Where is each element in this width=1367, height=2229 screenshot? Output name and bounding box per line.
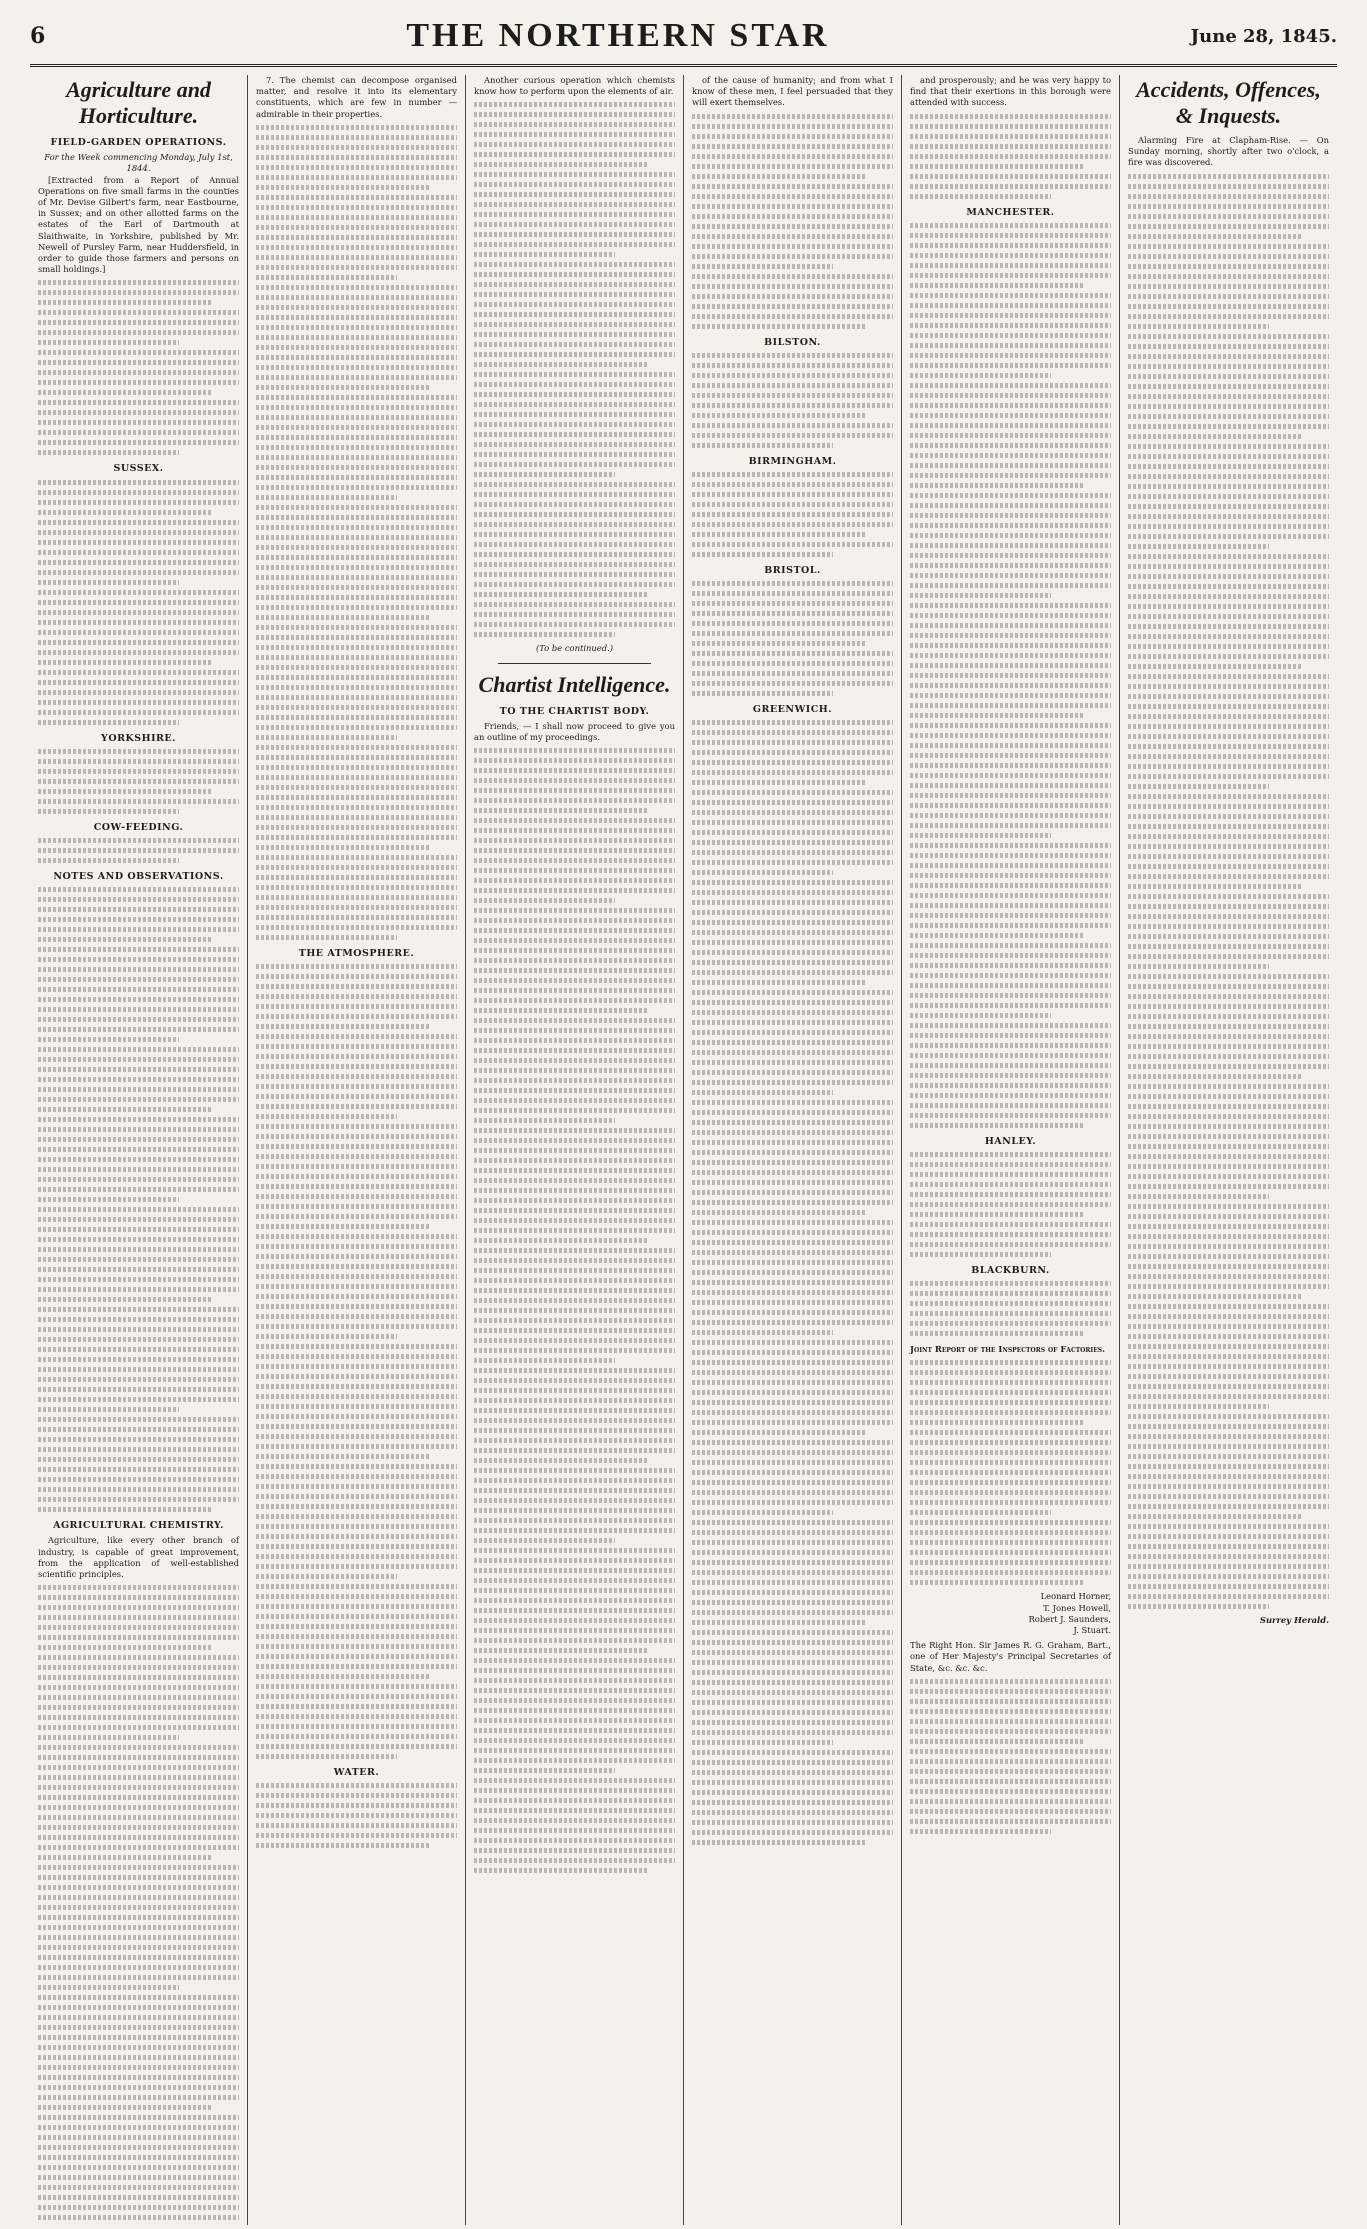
source-signoff: Surrey Herald. bbox=[1259, 1614, 1329, 1625]
text-block bbox=[256, 964, 457, 1759]
text-block bbox=[910, 1152, 1111, 1257]
heading-atmosphere: THE ATMOSPHERE. bbox=[298, 947, 415, 959]
continued-note: (To be continued.) bbox=[535, 643, 614, 654]
signature: Leonard Horner, bbox=[1040, 1591, 1111, 1602]
text-block bbox=[910, 223, 1111, 1128]
text-block bbox=[256, 125, 457, 940]
section-title-agriculture: Agriculture and Horticulture. bbox=[66, 77, 211, 128]
heading-notes: NOTES AND OBSERVATIONS. bbox=[53, 871, 224, 883]
column-4 bbox=[683, 75, 901, 2225]
paragraph: and prosperously; and he was very happy to find that their exertions in this borough were attended with success. bbox=[910, 75, 1111, 108]
text-block bbox=[692, 353, 893, 448]
heading-week: For the Week commencing Monday, July 1st, 1844. bbox=[44, 152, 233, 174]
column-1 bbox=[30, 75, 247, 2225]
text-block bbox=[474, 748, 675, 1873]
paragraph: Friends, — I shall now proceed to give you an outline of my proceedings. bbox=[474, 720, 675, 743]
heading-greenwich: GREENWICH. bbox=[752, 704, 833, 716]
text-block bbox=[38, 838, 239, 863]
text-block bbox=[38, 1585, 239, 2225]
text-block bbox=[692, 720, 893, 1845]
issue-date: June 28, 1845. bbox=[1190, 25, 1337, 47]
heading-field-garden: FIELD-GARDEN OPERATIONS. bbox=[50, 137, 227, 148]
text-block bbox=[38, 280, 239, 455]
paragraph: [Extracted from a Report of Annual Operations on five small farms in the counties of Mr. Devise Gilbert's farm, near Eastbourne, in Sussex; and on other allotted farms on the estates of the Earl of Dartmouth at Slaithwaite, in Yorkshire, published by Mr. Newell of Pursley Farm, near Huddersfield, in order to guide those farmers and persons on small holdings.] bbox=[38, 174, 239, 275]
paragraph: Agriculture, like every other branch of industry, is capable of great improvement, from the application of well-established scientific principles. bbox=[38, 1535, 239, 1580]
text-block bbox=[692, 472, 893, 557]
text-block bbox=[910, 1281, 1111, 1336]
heading-blackburn: BLACKBURN. bbox=[971, 1265, 1050, 1277]
page-number: 6 bbox=[30, 23, 46, 49]
signature: J. Stuart. bbox=[1073, 1625, 1111, 1636]
text-block bbox=[474, 102, 675, 637]
heading-manchester: MANCHESTER. bbox=[966, 206, 1055, 218]
signature: Robert J. Saunders, bbox=[1028, 1613, 1111, 1624]
heading-bristol: BRISTOL. bbox=[764, 565, 821, 577]
paragraph: of the cause of humanity; and from what I know of these men, I feel persuaded that they will exert themselves. bbox=[692, 75, 893, 108]
column-2 bbox=[247, 75, 465, 2225]
text-block bbox=[38, 887, 239, 1512]
heading-cow-feeding: COW-FEEDING. bbox=[93, 821, 184, 833]
heading-water: WATER. bbox=[333, 1767, 380, 1779]
text-block bbox=[1128, 174, 1329, 1609]
paragraph: 7. The chemist can decompose organised matter, and resolve it into its elementary constituents, which are few in number — admirable in their properties. bbox=[256, 75, 457, 119]
column-3 bbox=[465, 75, 683, 2225]
paragraph: Another curious operation which chemists know how to perform upon the elements of air. bbox=[474, 75, 675, 97]
heading-agricultural-chemistry: AGRICULTURAL CHEMISTRY. bbox=[53, 1520, 224, 1532]
heading-to-chartist-body: TO THE CHARTIST BODY. bbox=[499, 705, 650, 717]
section-title-chartist: Chartist Intelligence. bbox=[478, 671, 671, 697]
heading-birmingham: BIRMINGHAM. bbox=[748, 455, 837, 467]
heading-joint-report: Joint Report of the Inspectors of Factories. bbox=[910, 1344, 1106, 1355]
text-block bbox=[38, 480, 239, 725]
heading-bilston: BILSTON. bbox=[764, 336, 821, 348]
divider bbox=[498, 663, 651, 664]
text-block bbox=[692, 114, 893, 329]
signature-block bbox=[910, 1591, 1111, 1636]
text-block bbox=[692, 581, 893, 696]
newspaper-title: THE NORTHERN STAR bbox=[406, 17, 830, 54]
column-6 bbox=[1119, 75, 1337, 2225]
text-block bbox=[910, 114, 1111, 199]
heading-sussex: SUSSEX. bbox=[113, 463, 164, 475]
text-block bbox=[38, 749, 239, 814]
masthead bbox=[30, 14, 1337, 67]
columns bbox=[30, 75, 1337, 2225]
paragraph: Alarming Fire at Clapham-Rise. — On Sunday morning, shortly after two o'clock, a fire was discovered. bbox=[1128, 135, 1329, 168]
column-5 bbox=[901, 75, 1119, 2225]
text-block bbox=[910, 1360, 1111, 1585]
text-block bbox=[910, 1679, 1111, 1834]
section-title-accidents: Accidents, Offences, & Inquests. bbox=[1136, 77, 1321, 128]
heading-hanley: HANLEY. bbox=[984, 1135, 1037, 1147]
addressee: The Right Hon. Sir James R. G. Graham, Bart., one of Her Majesty's Principal Secretaries of State, &c. &c. &c. bbox=[910, 1640, 1111, 1673]
text-block bbox=[256, 1783, 457, 1848]
heading-yorkshire: YORKSHIRE. bbox=[101, 732, 176, 744]
signature: T. Jones Howell, bbox=[1043, 1602, 1111, 1613]
